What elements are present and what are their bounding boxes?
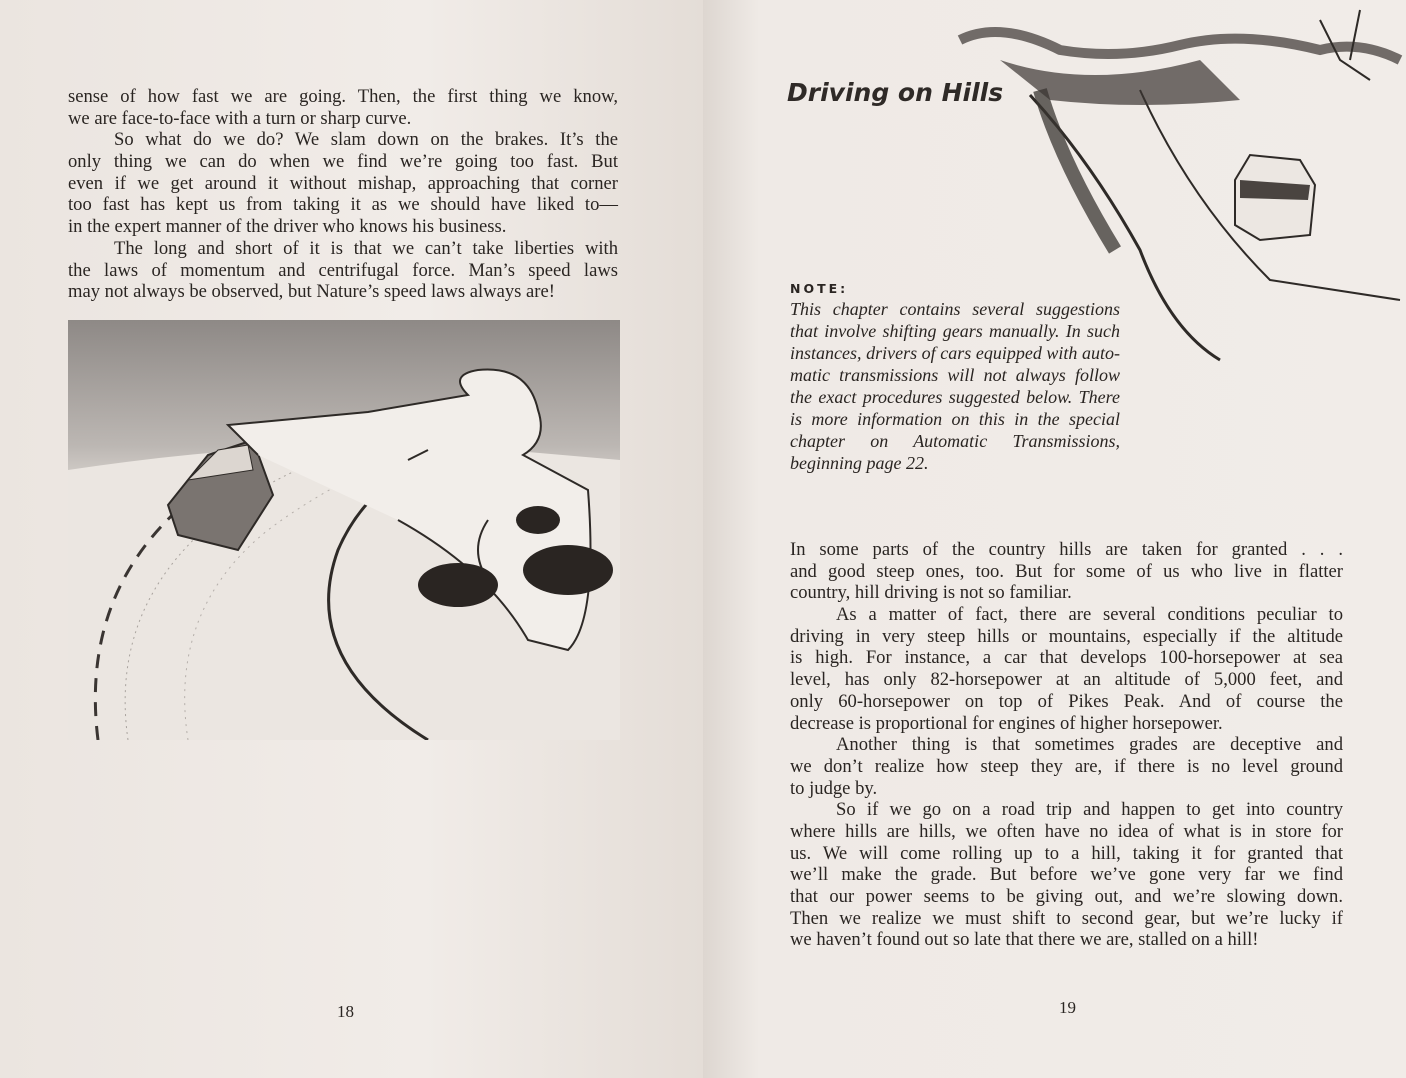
text-line: only thing we can do when we find we’re going too fast. But: [68, 151, 618, 173]
text-line: where hills are hills, we often have no idea of what is in store for: [790, 820, 1343, 842]
text-line: only 60-horsepower on top of Pikes Peak. And of course the: [790, 690, 1343, 712]
text-line: level, has only 82-horsepower at an altitude of 5,000 feet, and: [790, 669, 1343, 691]
left-body-text: [68, 86, 618, 303]
note-text: [790, 298, 1120, 474]
text-line: driving in very steep hills or mountains, especially if the altitude: [790, 625, 1343, 647]
text-line: even if we get around it without mishap, approaching that corner: [68, 172, 618, 194]
note-line: beginning page 22.: [790, 453, 929, 473]
text-line: we are face-to-face with a turn or sharp curve.: [68, 107, 412, 129]
text-line: So what do we do? We slam down on the brakes. It’s the: [114, 129, 618, 151]
page-number-right: 19: [1059, 998, 1076, 1017]
text-line: So if we go on a road trip and happen to get into country: [836, 799, 1343, 821]
chapter-title: Driving on Hills: [787, 78, 1004, 107]
note-line: that involve shifting gears manually. In such: [790, 321, 1120, 341]
text-line: country, hill driving is not so familiar.: [790, 582, 1072, 604]
text-line: in the expert manner of the driver who knows his business.: [68, 216, 507, 238]
text-line: is high. For instance, a car that develops 100-horsepower at sea: [790, 647, 1343, 669]
note-line: instances, drivers of cars equipped with auto-: [790, 343, 1120, 363]
text-line: In some parts of the country hills are taken for granted . . .: [790, 539, 1343, 560]
car-sketch: [1235, 155, 1315, 240]
text-line: the laws of momentum and centrifugal force. Man’s speed laws: [68, 259, 618, 281]
text-line: us. We will come rolling up to a hill, taking it for granted that: [790, 842, 1343, 864]
text-line: Another thing is that sometimes grades are deceptive and: [836, 734, 1343, 756]
note-line: chapter on Automatic Transmissions,: [790, 431, 1120, 451]
note-line: matic transmissions will not always follow: [790, 365, 1120, 385]
text-line: decrease is proportional for engines of higher horsepower.: [790, 712, 1223, 734]
right-body-text: [790, 539, 1343, 951]
text-line: we’ll make the grade. But before we’ve gone very far we find: [790, 864, 1343, 886]
text-line: we don’t realize how steep they are, if there is no level ground: [790, 755, 1343, 777]
curve-illustration: [68, 320, 620, 740]
note-label: NOTE:: [790, 281, 849, 296]
text-line: sense of how fast we are going. Then, the first thing we know,: [68, 86, 618, 107]
note-line: This chapter contains several suggestions: [790, 299, 1120, 319]
note-line: is more information on this in the special: [790, 409, 1120, 429]
text-line: Then we realize we must shift to second gear, but we’re lucky if: [790, 907, 1343, 929]
text-line: may not always be observed, but Nature’s speed laws always are!: [68, 281, 555, 303]
note-line: the exact procedures suggested below. There: [790, 387, 1120, 407]
text-line: to judge by.: [790, 777, 878, 799]
text-line: too fast has kept us from taking it as we should have liked to—: [68, 194, 618, 216]
text-line: The long and short of it is that we can’t take liberties with: [114, 237, 618, 259]
text-line: we haven’t found out so late that there we are, stalled on a hill!: [790, 929, 1259, 951]
text-line: that our power seems to be giving out, and we’re slowing down.: [790, 886, 1343, 907]
text-line: and good steep ones, too. But for some of us who live in flatter: [790, 560, 1343, 582]
text-line: As a matter of fact, there are several conditions peculiar to: [836, 604, 1343, 626]
page-number-left: 18: [337, 1002, 354, 1021]
